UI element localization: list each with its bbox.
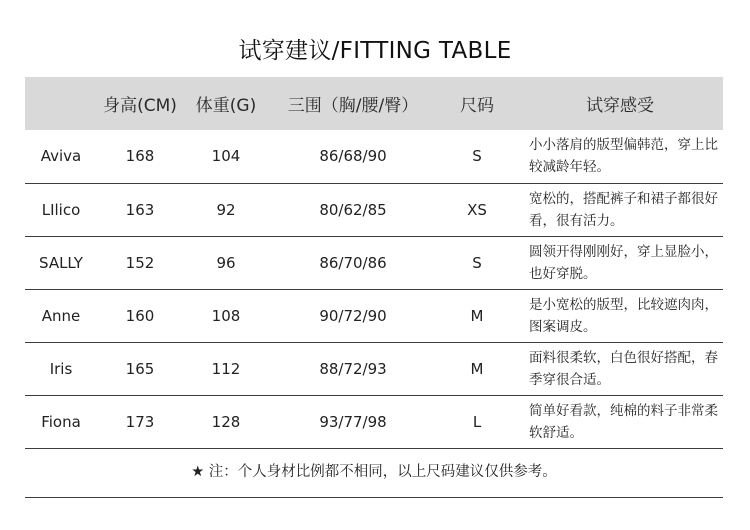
cell-measurements: 86/68/90 — [269, 130, 437, 183]
cell-height: 168 — [97, 130, 183, 183]
cell-height: 165 — [97, 342, 183, 395]
cell-weight: 112 — [183, 342, 269, 395]
cell-height: 163 — [97, 183, 183, 236]
cell-size: XS — [437, 183, 517, 236]
fitting-table — [25, 77, 723, 449]
cell-weight: 104 — [183, 130, 269, 183]
cell-measurements: 88/72/93 — [269, 342, 437, 395]
cell-height: 160 — [97, 289, 183, 342]
cell-feel: 宽松的，搭配裤子和裙子都很好看，很有活力。 — [517, 183, 723, 236]
cell-measurements: 90/72/90 — [269, 289, 437, 342]
page-title: 试穿建议/FITTING TABLE — [238, 38, 512, 64]
cell-name: Anne — [25, 289, 97, 342]
header-name — [25, 77, 97, 130]
table-header-row — [25, 77, 723, 130]
cell-feel: 圆领开得刚刚好，穿上显脸小，也好穿脱。 — [517, 236, 723, 289]
table-row — [25, 236, 723, 289]
cell-feel: 小小落肩的版型偏韩范，穿上比较减龄年轻。 — [517, 130, 723, 183]
footnote: ★ 注：个人身材比例都不相同，以上尺码建议仅供参考。 — [25, 447, 723, 498]
header-height: 身高(CM) — [103, 96, 177, 116]
header-weight: 体重(G) — [195, 96, 257, 116]
cell-name: Aviva — [25, 130, 97, 183]
cell-feel: 面料很柔软，白色很好搭配，春季穿很合适。 — [517, 342, 723, 395]
cell-feel: 是小宽松的版型，比较遮肉肉，图案调皮。 — [517, 289, 723, 342]
cell-size: M — [437, 289, 517, 342]
cell-measurements: 93/77/98 — [269, 395, 437, 448]
cell-name: SALLY — [25, 236, 97, 289]
cell-weight: 96 — [183, 236, 269, 289]
cell-height: 173 — [97, 395, 183, 448]
table-row — [25, 130, 723, 183]
cell-size: L — [437, 395, 517, 448]
cell-name: LIlico — [25, 183, 97, 236]
cell-size: S — [437, 236, 517, 289]
cell-name: Iris — [25, 342, 97, 395]
cell-height: 152 — [97, 236, 183, 289]
table-row — [25, 289, 723, 342]
table-row — [25, 342, 723, 395]
cell-size: S — [437, 130, 517, 183]
cell-measurements: 86/70/86 — [269, 236, 437, 289]
cell-name: Fiona — [25, 395, 97, 448]
header-feel: 试穿感受 — [586, 96, 654, 116]
header-size: 尺码 — [460, 96, 494, 116]
header-measurements: 三围（胸/腰/臀） — [287, 96, 419, 116]
cell-measurements: 80/62/85 — [269, 183, 437, 236]
table-row — [25, 395, 723, 448]
cell-weight: 108 — [183, 289, 269, 342]
cell-weight: 92 — [183, 183, 269, 236]
cell-weight: 128 — [183, 395, 269, 448]
cell-size: M — [437, 342, 517, 395]
table-row — [25, 183, 723, 236]
cell-feel: 简单好看款，纯棉的料子非常柔软舒适。 — [517, 395, 723, 448]
